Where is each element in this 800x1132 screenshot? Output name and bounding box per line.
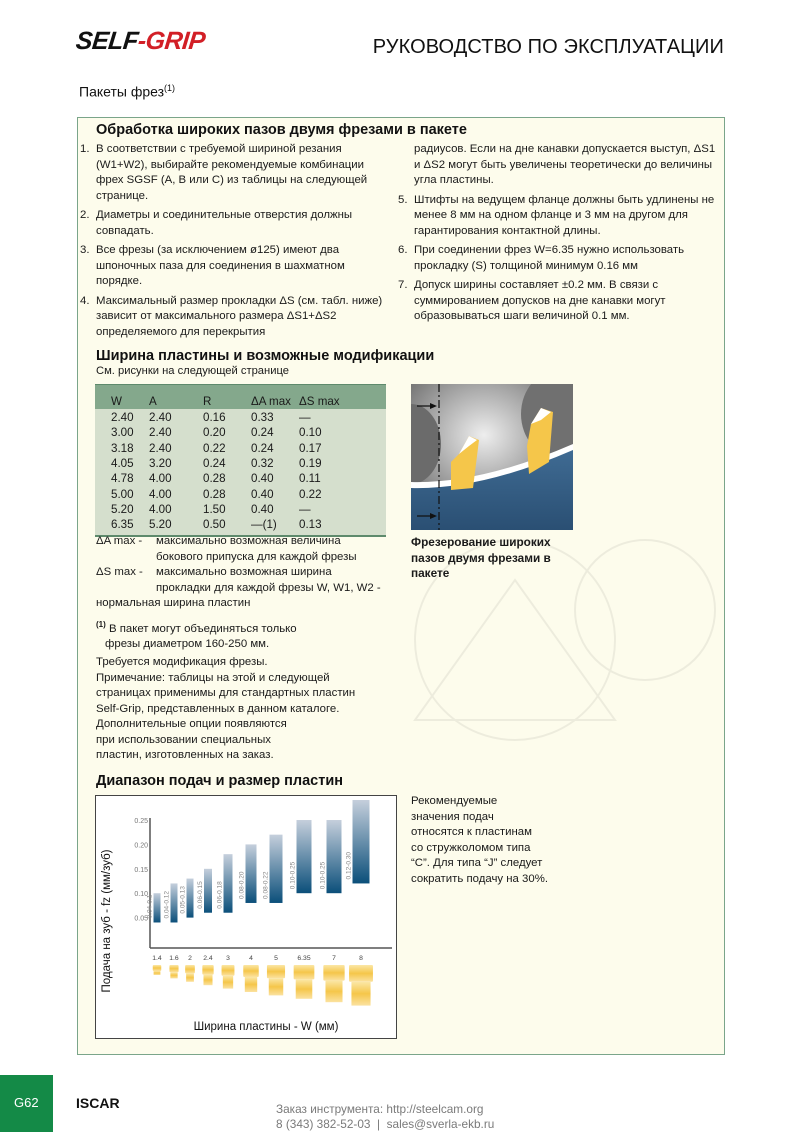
instructions-list-left (80, 142, 390, 344)
section-label (79, 83, 175, 100)
range-label: 0.06-0.15 (197, 881, 204, 909)
table-cell: 0.19 (299, 457, 322, 471)
item-number: 2. (80, 209, 90, 221)
item-text: Все фрезы (за исключением ø125) имеют два шпоночных паза для соединения в шахматном порядке. (96, 244, 345, 287)
item-text: При соединении фрез W=6.35 нужно использовать прокладку (S) толщиной минимум 0.16 мм (414, 244, 685, 272)
width-heading: Ширина пластины и возможные модификации (96, 348, 435, 364)
x-tick-label: 2.4 (203, 955, 213, 962)
y-axis-label: Подача на зуб - fz (мм/зуб) (101, 849, 113, 993)
table-cell: 5.00 (111, 487, 134, 501)
feed-range-bar (353, 800, 370, 883)
insert-icon (169, 965, 178, 978)
definition-key: ΔA max - (96, 535, 143, 547)
insert-width-table (95, 384, 386, 537)
note-line: пластин, изготовленных на заказ. (96, 749, 274, 761)
table-row (95, 502, 386, 517)
instruction-item (80, 208, 390, 239)
contact-line-phone: 8 (343) 382-52-03 | sales@sverla-ekb.ru (276, 1117, 495, 1131)
insert-icon (267, 965, 285, 995)
table-row (95, 441, 386, 456)
logo-grip: -GRIP (136, 27, 207, 55)
feed-range-bar (187, 879, 194, 918)
table-cell: 3.20 (149, 457, 172, 471)
table-cell: 3.00 (111, 426, 134, 440)
y-tick-label: 0.05 (134, 915, 148, 923)
table-cell: 0.50 (203, 518, 226, 532)
table-cell: 0.10 (299, 426, 322, 440)
definition (96, 534, 406, 565)
x-tick-label: 4 (249, 955, 253, 962)
definition-line: бокового припуска для каждой фрезы (156, 550, 357, 563)
feed-note-line: относятся к пластинам (411, 826, 532, 838)
groove-heading: Обработка широких пазов двумя фрезами в пакете (96, 122, 467, 138)
feed-range-bar (171, 883, 178, 922)
section-label-sup: (1) (164, 83, 176, 93)
milling-illustration (411, 384, 573, 530)
table-cell: 5.20 (111, 502, 134, 516)
table-cell: 0.24 (251, 441, 274, 455)
instructions-list-right (398, 142, 718, 329)
instruction-item (80, 142, 390, 204)
item-text: Максимальный размер прокладки ΔS (см. табл. ниже) зависит от максимального размера ΔS1+ΔS2 определяемого для перекрытия (96, 294, 383, 338)
table-cell: 0.40 (251, 487, 274, 501)
feed-heading: Диапазон подач и размер пластин (96, 773, 344, 789)
range-label: 0.08-0.22 (262, 871, 270, 899)
table-row (95, 425, 386, 440)
x-tick-label: 2 (188, 955, 192, 962)
page-number: G62 (14, 1095, 39, 1110)
table-cell: — (299, 502, 311, 516)
definition-line: нормальная ширина пластин (96, 597, 251, 609)
table-row (95, 471, 386, 486)
table-cell: 2.40 (149, 441, 172, 455)
insert-icon (243, 965, 259, 992)
feed-chart (95, 795, 397, 1039)
table-cell: 6.35 (111, 518, 134, 532)
footnote (96, 617, 297, 653)
range-label: 0.10-0.25 (289, 861, 297, 890)
definition-line: прокладки для каждой фрезы W, W1, W2 - (156, 581, 381, 594)
x-tick-label: 6.35 (297, 955, 311, 962)
note-line: Требуется модификация фрезы. (96, 656, 268, 668)
table-cell: 0.28 (203, 472, 226, 486)
self-grip-logo (74, 26, 206, 56)
document-title: РУКОВОДСТВО ПО ЭКСПЛУАТАЦИИ (372, 36, 724, 58)
table-cell: 0.40 (251, 472, 274, 486)
logo-self: SELF (74, 27, 140, 55)
col-a: A (149, 394, 157, 408)
insert-icon (153, 965, 162, 975)
table-cell: 0.24 (251, 426, 274, 440)
item-text: Допуск ширины составляет ±0.2 мм. В связи с суммированием допусков на дне канавки могут образовываться шаги величиной 0.1 мм. (414, 279, 666, 322)
definition-key: ΔS max - (96, 566, 143, 578)
table-body (95, 409, 386, 535)
x-tick-label: 1.4 (152, 955, 162, 962)
range-label: 0.10-0.25 (319, 861, 327, 890)
page-number-tab (0, 1075, 53, 1132)
range-label: 0.08-0.20 (238, 871, 246, 899)
note-line: Дополнительные опции появляются (96, 718, 287, 730)
insert-icon (294, 965, 315, 999)
feed-range-bar (154, 893, 161, 922)
feed-note-line: сократить подачу на 30%. (411, 872, 548, 885)
table-cell: 2.40 (149, 411, 172, 425)
table-cell: —(1) (251, 518, 277, 532)
contact-info (276, 1102, 494, 1132)
item-number: 3. (80, 244, 90, 256)
range-label: 0.04-0.1 (146, 894, 154, 919)
table-cell: 4.05 (111, 457, 134, 471)
item-text: В соответствии с требуемой шириной резания (W1+W2), выбирайте рекомендуемые комбинации фрех SGSF (A, B или C) из таблицы на следующей странице. (96, 143, 368, 202)
table-cell: 0.20 (203, 426, 226, 440)
table-cell: 4.78 (111, 472, 134, 486)
x-tick-label: 3 (226, 955, 230, 962)
range-label: 0.05-0.13 (179, 886, 187, 914)
instruction-item (80, 243, 390, 290)
footnote-line: фрезы диаметром 160-250 мм. (105, 638, 270, 651)
feed-note-line: “C”. Для типа “J” следует (411, 857, 543, 869)
note-line: Примечание: таблицы на этой и следующей (96, 671, 330, 684)
col-da: ΔA max (251, 394, 291, 408)
definition-text (156, 534, 357, 565)
item-number: 6. (398, 244, 408, 256)
table-cell: — (299, 411, 311, 425)
y-tick-label: 0.15 (134, 866, 148, 874)
table-cell: 2.40 (149, 426, 172, 440)
x-tick-label: 5 (274, 955, 278, 962)
brand-name: ISCAR (76, 1095, 120, 1111)
milling-diagram (411, 384, 573, 530)
table-cell: 5.20 (149, 518, 172, 532)
table-cell: 2.40 (111, 411, 134, 425)
y-tick-label: 0.20 (134, 842, 148, 850)
feed-chart-svg (96, 796, 396, 1038)
table-row (95, 456, 386, 471)
table-cell: 0.33 (251, 411, 274, 425)
item-number: 1. (80, 143, 90, 155)
feed-range-bar (270, 835, 283, 903)
col-ds: ΔS max (299, 394, 340, 408)
width-subheading: См. рисунки на следующей странице (96, 365, 289, 377)
note-line: страницах применимы для стандартных пластин (96, 687, 356, 699)
feed-note (411, 794, 581, 887)
instruction-item (398, 193, 718, 240)
item-number: 5. (398, 193, 408, 206)
definition-line: максимально возможная ширина (156, 566, 332, 578)
table-cell: 0.40 (251, 502, 274, 516)
table-row (95, 517, 386, 532)
table-row (95, 410, 386, 425)
x-tick-label: 7 (332, 955, 336, 962)
feed-range-bar (297, 820, 312, 893)
insert-icon (202, 965, 213, 985)
item4-continued: радиусов. Если на дне канавки допускается выступ, ΔS1 и ΔS2 могут быть увеличены теоретически до величины угла пластины. (414, 143, 716, 186)
range-label: 0.04-0.12 (163, 891, 171, 919)
table-cell: 0.22 (299, 487, 322, 501)
insert-icon (185, 965, 195, 982)
table-cell: 0.28 (203, 487, 226, 501)
feed-note-line: Рекомендуемые (411, 795, 498, 807)
feed-range-bar (204, 869, 212, 913)
instruction-item (80, 294, 390, 341)
item-number: 7. (398, 279, 408, 291)
table-row (95, 486, 386, 501)
table-header (95, 385, 386, 409)
feed-note-line: значения подач (411, 810, 494, 823)
table-cell: 0.32 (251, 457, 274, 471)
table-cell: 0.22 (203, 441, 226, 455)
insert-icon (323, 965, 344, 1002)
x-tick-label: 8 (359, 955, 363, 962)
table-cell: 4.00 (149, 487, 172, 501)
table-cell: 0.11 (299, 472, 321, 486)
table-cell: 0.16 (203, 411, 226, 425)
feed-range-bar (224, 854, 233, 913)
footnote-mark: (1) (96, 620, 106, 629)
table-cell: 4.00 (149, 502, 172, 516)
item-text: Диаметры и соединительные отверстия должны совпадать. (96, 209, 353, 237)
table-cell: 4.00 (149, 472, 172, 486)
range-label: 0.12-0.30 (345, 851, 353, 880)
table-definitions (96, 534, 406, 612)
col-w: W (111, 394, 122, 408)
instruction-item (398, 243, 718, 274)
table-cell: 0.17 (299, 441, 322, 455)
y-tick-label: 0.10 (134, 891, 148, 899)
contact-line-url: Заказ инструмента: http://steelcam.org (276, 1102, 484, 1116)
item-text: Штифты на ведущем фланце должны быть удлинены не менее 8 мм на одном фланце и 3 мм на другом для гарантирования контактной длины. (414, 193, 715, 237)
definition-line: максимально возможная величина (156, 535, 341, 547)
table-cell: 1.50 (203, 502, 226, 516)
range-label: 0.06-0.18 (216, 881, 224, 909)
illustration-caption: Фрезерование широких пазов двумя фрезами в пакете (411, 535, 551, 580)
table-cell: 3.18 (111, 441, 134, 455)
feed-range-bar (246, 844, 257, 903)
col-r: R (203, 394, 212, 408)
modification-note (96, 655, 406, 764)
definition (96, 565, 406, 612)
instruction-item (398, 278, 718, 325)
footnote-line: В пакет могут объединяться только (108, 622, 297, 635)
section-label-text: Пакеты фрез (79, 83, 165, 100)
x-tick-label: 1.6 (169, 955, 179, 962)
note-line: Self-Grip, представленных в данном каталоге. (96, 702, 340, 715)
item-number: 4. (80, 294, 90, 307)
table-cell: 0.13 (299, 518, 322, 532)
x-axis-label: Ширина пластины - W (мм) (193, 1021, 339, 1033)
y-tick-label: 0.25 (134, 818, 148, 825)
feed-note-line: со стружколомом типа (411, 841, 531, 854)
feed-range-bar (327, 820, 342, 893)
insert-icon (349, 965, 373, 1006)
insert-icon (222, 965, 235, 989)
table-cell: 0.24 (203, 457, 226, 471)
note-line: при использовании специальных (96, 733, 271, 746)
